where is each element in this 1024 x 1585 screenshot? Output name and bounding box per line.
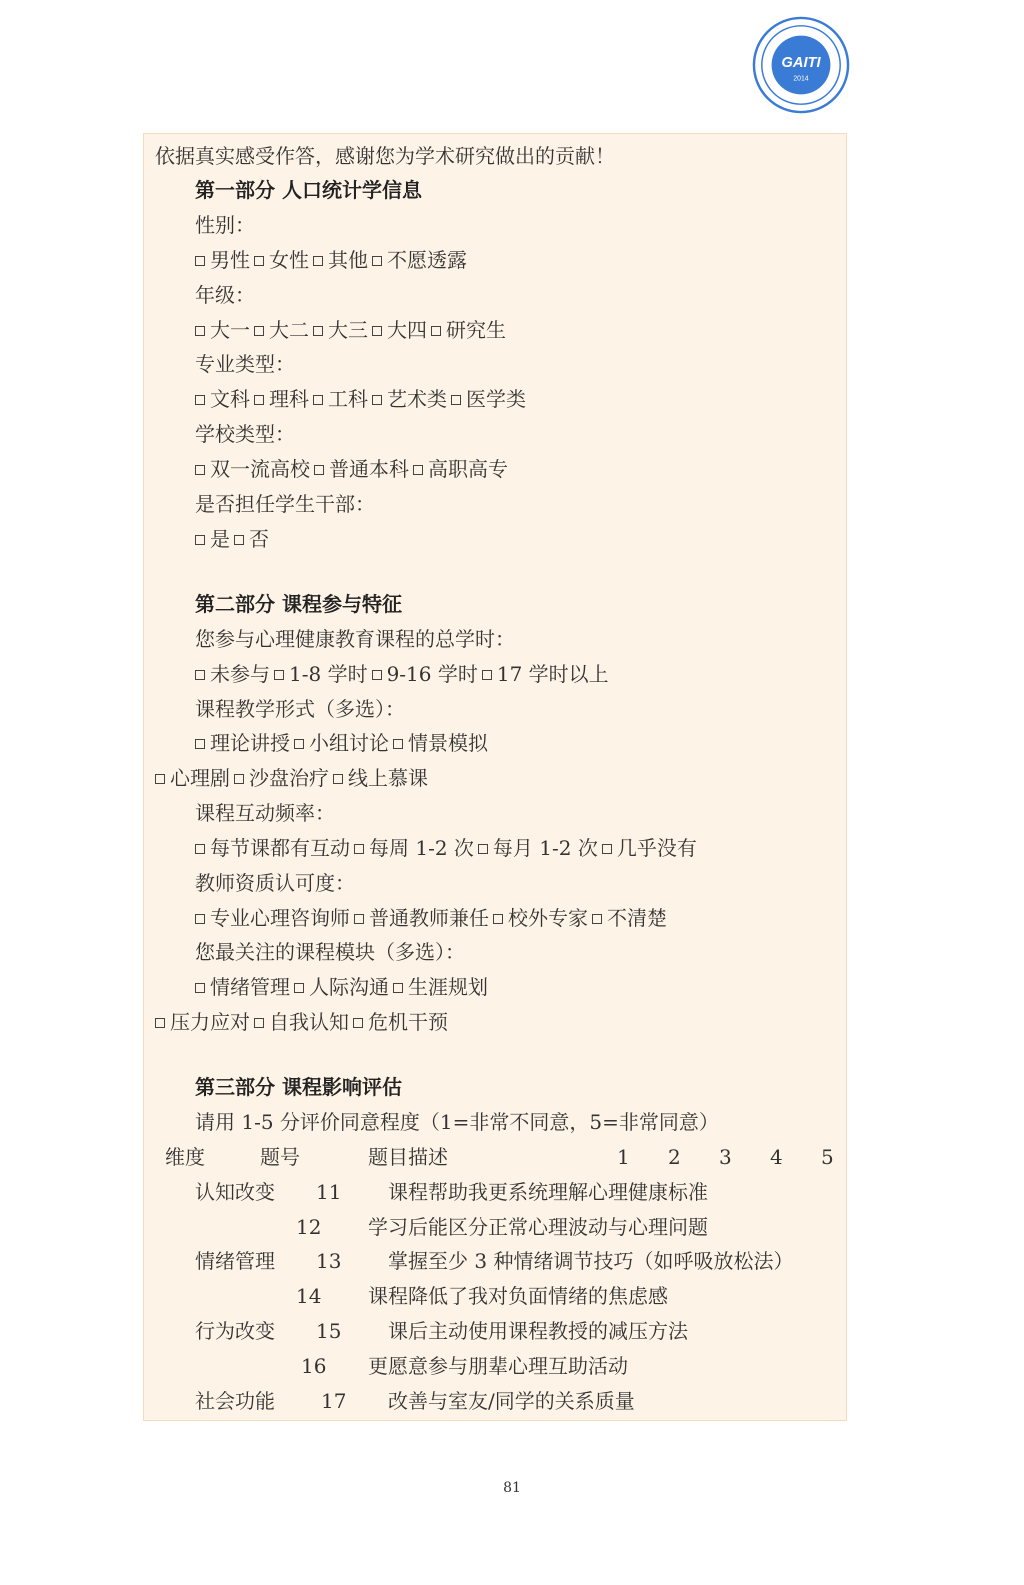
checkbox-label: 每节课都有互动 [210, 836, 350, 860]
checkbox-option[interactable] [313, 248, 368, 272]
checkbox-label: 未参与 [210, 662, 270, 686]
checkbox-icon[interactable] [354, 914, 364, 924]
checkbox-label: 双一流高校 [210, 457, 310, 481]
checkbox-option[interactable] [254, 248, 309, 272]
row-description: 掌握至少 3 种情绪调节技巧（如呼吸放松法） [388, 1249, 794, 1273]
checkbox-label: 不愿透露 [387, 248, 467, 272]
checkbox-icon[interactable] [254, 1018, 264, 1028]
checkbox-label: 压力应对 [170, 1010, 250, 1034]
header-score-1: 1 [617, 1145, 630, 1169]
intro-text: 依据真实感受作答，感谢您为学术研究做出的贡献！ [155, 144, 615, 168]
form-options-1 [195, 731, 492, 755]
row-description: 更愿意参与朋辈心理互助活动 [368, 1354, 628, 1378]
checkbox-label: 高职高专 [428, 457, 508, 481]
checkbox-option[interactable] [372, 387, 447, 411]
checkbox-label: 线上慕课 [348, 766, 428, 790]
checkbox-option[interactable] [195, 906, 350, 930]
checkbox-option[interactable] [195, 527, 230, 551]
row-dimension: 社会功能 [195, 1389, 275, 1413]
checkbox-option[interactable] [314, 457, 409, 481]
checkbox-label: 文科 [210, 387, 250, 411]
checkbox-icon[interactable] [195, 670, 205, 680]
checkbox-label: 是 [210, 527, 230, 551]
checkbox-icon[interactable] [393, 983, 403, 993]
row-description: 课程降低了我对负面情绪的焦虑感 [368, 1284, 668, 1308]
checkbox-label: 其他 [328, 248, 368, 272]
checkbox-label: 17 学时以上 [496, 662, 609, 686]
checkbox-icon[interactable] [195, 326, 205, 336]
checkbox-option[interactable] [234, 527, 269, 551]
major-options [195, 387, 530, 411]
module-label: 您最关注的课程模块（多选）： [195, 940, 465, 964]
checkbox-option[interactable] [313, 387, 368, 411]
checkbox-icon[interactable] [313, 256, 323, 266]
form-options-2 [155, 766, 432, 790]
checkbox-icon[interactable] [393, 739, 403, 749]
checkbox-option[interactable] [451, 387, 526, 411]
checkbox-label: 工科 [328, 387, 368, 411]
row-number: 16 [301, 1354, 327, 1378]
checkbox-label: 理科 [269, 387, 309, 411]
part3-title: 第三部分 课程影响评估 [195, 1075, 402, 1099]
row-number: 12 [296, 1215, 322, 1239]
checkbox-icon[interactable] [195, 395, 205, 405]
freq-options [195, 836, 701, 860]
checkbox-icon[interactable] [313, 395, 323, 405]
checkbox-label: 情绪管理 [210, 975, 290, 999]
checkbox-icon[interactable] [195, 465, 205, 475]
checkbox-label: 每周 1-2 次 [369, 836, 474, 860]
checkbox-option[interactable] [294, 975, 389, 999]
checkbox-option[interactable] [372, 662, 478, 686]
checkbox-label: 9-16 学时 [386, 662, 478, 686]
gender-options [195, 248, 471, 272]
checkbox-label: 情景模拟 [408, 731, 488, 755]
checkbox-label: 大一 [210, 318, 250, 342]
header-description: 题目描述 [368, 1145, 448, 1169]
grade-options [195, 318, 510, 342]
checkbox-label: 危机干预 [368, 1010, 448, 1034]
teacher-label: 教师资质认可度： [195, 871, 355, 895]
checkbox-icon[interactable] [254, 326, 264, 336]
checkbox-icon[interactable] [372, 670, 382, 680]
checkbox-option[interactable] [274, 662, 368, 686]
checkbox-icon[interactable] [372, 395, 382, 405]
checkbox-icon[interactable] [254, 256, 264, 266]
row-number: 17 [321, 1389, 347, 1413]
checkbox-label: 理论讲授 [210, 731, 290, 755]
checkbox-label: 专业心理咨询师 [210, 906, 350, 930]
row-dimension: 认知改变 [195, 1180, 275, 1204]
checkbox-label: 不清楚 [607, 906, 667, 930]
checkbox-option[interactable] [354, 836, 474, 860]
logo-text: GAITI [781, 54, 821, 71]
checkbox-icon[interactable] [493, 914, 503, 924]
checkbox-option[interactable] [354, 906, 489, 930]
checkbox-option[interactable] [195, 387, 250, 411]
checkbox-label: 否 [249, 527, 269, 551]
row-dimension: 行为改变 [195, 1319, 275, 1343]
row-dimension: 情绪管理 [195, 1249, 275, 1273]
checkbox-label: 普通教师兼任 [369, 906, 489, 930]
checkbox-option[interactable] [155, 1010, 250, 1034]
checkbox-label: 每月 1-2 次 [492, 836, 598, 860]
checkbox-label: 艺术类 [387, 387, 447, 411]
header-dimension: 维度 [165, 1145, 205, 1169]
checkbox-option[interactable] [353, 1010, 448, 1034]
checkbox-icon[interactable] [155, 1018, 165, 1028]
checkbox-icon[interactable] [372, 326, 382, 336]
checkbox-option[interactable] [372, 248, 467, 272]
checkbox-label: 大四 [387, 318, 427, 342]
page-number: 81 [503, 1480, 521, 1496]
checkbox-icon[interactable] [451, 395, 461, 405]
hours-label: 您参与心理健康教育课程的总学时： [195, 627, 515, 651]
checkbox-option[interactable] [602, 836, 697, 860]
checkbox-icon[interactable] [274, 670, 284, 680]
checkbox-option[interactable] [431, 318, 506, 342]
checkbox-label: 大三 [328, 318, 368, 342]
checkbox-option[interactable] [254, 1010, 349, 1034]
checkbox-icon[interactable] [234, 535, 244, 545]
checkbox-icon[interactable] [354, 844, 364, 854]
checkbox-option[interactable] [195, 662, 270, 686]
checkbox-option[interactable] [413, 457, 508, 481]
checkbox-label: 生涯规划 [408, 975, 488, 999]
row-description: 学习后能区分正常心理波动与心理问题 [368, 1215, 708, 1239]
checkbox-icon[interactable] [353, 1018, 363, 1028]
checkbox-option[interactable] [393, 975, 488, 999]
header-score-5: 5 [821, 1145, 834, 1169]
header-score-2: 2 [668, 1145, 681, 1169]
checkbox-option[interactable] [234, 766, 329, 790]
checkbox-option[interactable] [195, 975, 290, 999]
checkbox-icon[interactable] [254, 395, 264, 405]
row-number: 13 [316, 1249, 342, 1273]
checkbox-icon[interactable] [602, 844, 612, 854]
row-number: 15 [316, 1319, 342, 1343]
module-options-2 [155, 1010, 452, 1034]
checkbox-label: 小组讨论 [309, 731, 389, 755]
header-score-3: 3 [719, 1145, 732, 1169]
freq-label: 课程互动频率： [195, 801, 335, 825]
checkbox-icon[interactable] [313, 326, 323, 336]
checkbox-icon[interactable] [478, 844, 488, 854]
checkbox-option[interactable] [195, 457, 310, 481]
cadre-label: 是否担任学生干部： [195, 492, 375, 516]
checkbox-label: 心理剧 [170, 766, 230, 790]
part1-title: 第一部分 人口统计学信息 [195, 178, 422, 202]
cadre-options [195, 527, 273, 551]
checkbox-icon[interactable] [431, 326, 441, 336]
checkbox-label: 自我认知 [269, 1010, 349, 1034]
gender-label: 性别： [195, 213, 255, 237]
checkbox-option[interactable] [195, 318, 250, 342]
checkbox-option[interactable] [592, 906, 667, 930]
checkbox-label: 校外专家 [508, 906, 588, 930]
checkbox-option[interactable] [254, 387, 309, 411]
checkbox-option[interactable] [493, 906, 588, 930]
checkbox-label: 1-8 学时 [289, 662, 368, 686]
school-label: 学校类型： [195, 422, 295, 446]
part2-title: 第二部分 课程参与特征 [195, 592, 402, 616]
checkbox-option[interactable] [195, 731, 290, 755]
hours-options [195, 662, 613, 686]
checkbox-option[interactable] [195, 836, 350, 860]
gaiti-logo [752, 16, 850, 114]
module-options-1 [195, 975, 492, 999]
checkbox-label: 几乎没有 [616, 836, 697, 860]
checkbox-option[interactable] [254, 318, 309, 342]
major-label: 专业类型： [195, 352, 295, 376]
checkbox-label: 人际沟通 [309, 975, 389, 999]
checkbox-icon[interactable] [413, 465, 423, 475]
checkbox-label: 女性 [269, 248, 309, 272]
checkbox-icon[interactable] [195, 739, 205, 749]
checkbox-option[interactable] [294, 731, 389, 755]
logo-year: 2014 [793, 75, 809, 83]
checkbox-icon[interactable] [195, 983, 205, 993]
checkbox-icon[interactable] [195, 844, 205, 854]
checkbox-icon[interactable] [195, 914, 205, 924]
checkbox-option[interactable] [313, 318, 368, 342]
school-options [195, 457, 512, 481]
checkbox-icon[interactable] [294, 983, 304, 993]
checkbox-option[interactable] [482, 662, 609, 686]
checkbox-icon[interactable] [195, 256, 205, 266]
row-description: 课程帮助我更系统理解心理健康标准 [388, 1180, 708, 1204]
checkbox-option[interactable] [333, 766, 428, 790]
row-description: 课后主动使用课程教授的减压方法 [388, 1319, 688, 1343]
row-number: 14 [296, 1284, 322, 1308]
row-description: 改善与室友/同学的关系质量 [388, 1389, 635, 1413]
checkbox-icon[interactable] [333, 774, 343, 784]
checkbox-option[interactable] [478, 836, 598, 860]
part3-instruction: 请用 1-5 分评价同意程度（1=非常不同意，5=非常同意） [195, 1110, 719, 1134]
checkbox-option[interactable] [155, 766, 230, 790]
header-score-4: 4 [770, 1145, 783, 1169]
form-label: 课程教学形式（多选）： [195, 697, 405, 721]
header-number: 题号 [260, 1145, 300, 1169]
teacher-options [195, 906, 671, 930]
row-number: 11 [316, 1180, 342, 1204]
checkbox-option[interactable] [195, 248, 250, 272]
checkbox-option[interactable] [393, 731, 488, 755]
checkbox-icon[interactable] [195, 535, 205, 545]
checkbox-icon[interactable] [314, 465, 324, 475]
checkbox-label: 沙盘治疗 [249, 766, 329, 790]
checkbox-icon[interactable] [234, 774, 244, 784]
checkbox-label: 男性 [210, 248, 250, 272]
checkbox-label: 大二 [269, 318, 309, 342]
checkbox-icon[interactable] [592, 914, 602, 924]
checkbox-icon[interactable] [294, 739, 304, 749]
checkbox-icon[interactable] [155, 774, 165, 784]
checkbox-label: 医学类 [466, 387, 526, 411]
checkbox-label: 研究生 [446, 318, 506, 342]
checkbox-icon[interactable] [482, 670, 492, 680]
checkbox-label: 普通本科 [329, 457, 409, 481]
checkbox-icon[interactable] [372, 256, 382, 266]
checkbox-option[interactable] [372, 318, 427, 342]
grade-label: 年级： [195, 283, 255, 307]
